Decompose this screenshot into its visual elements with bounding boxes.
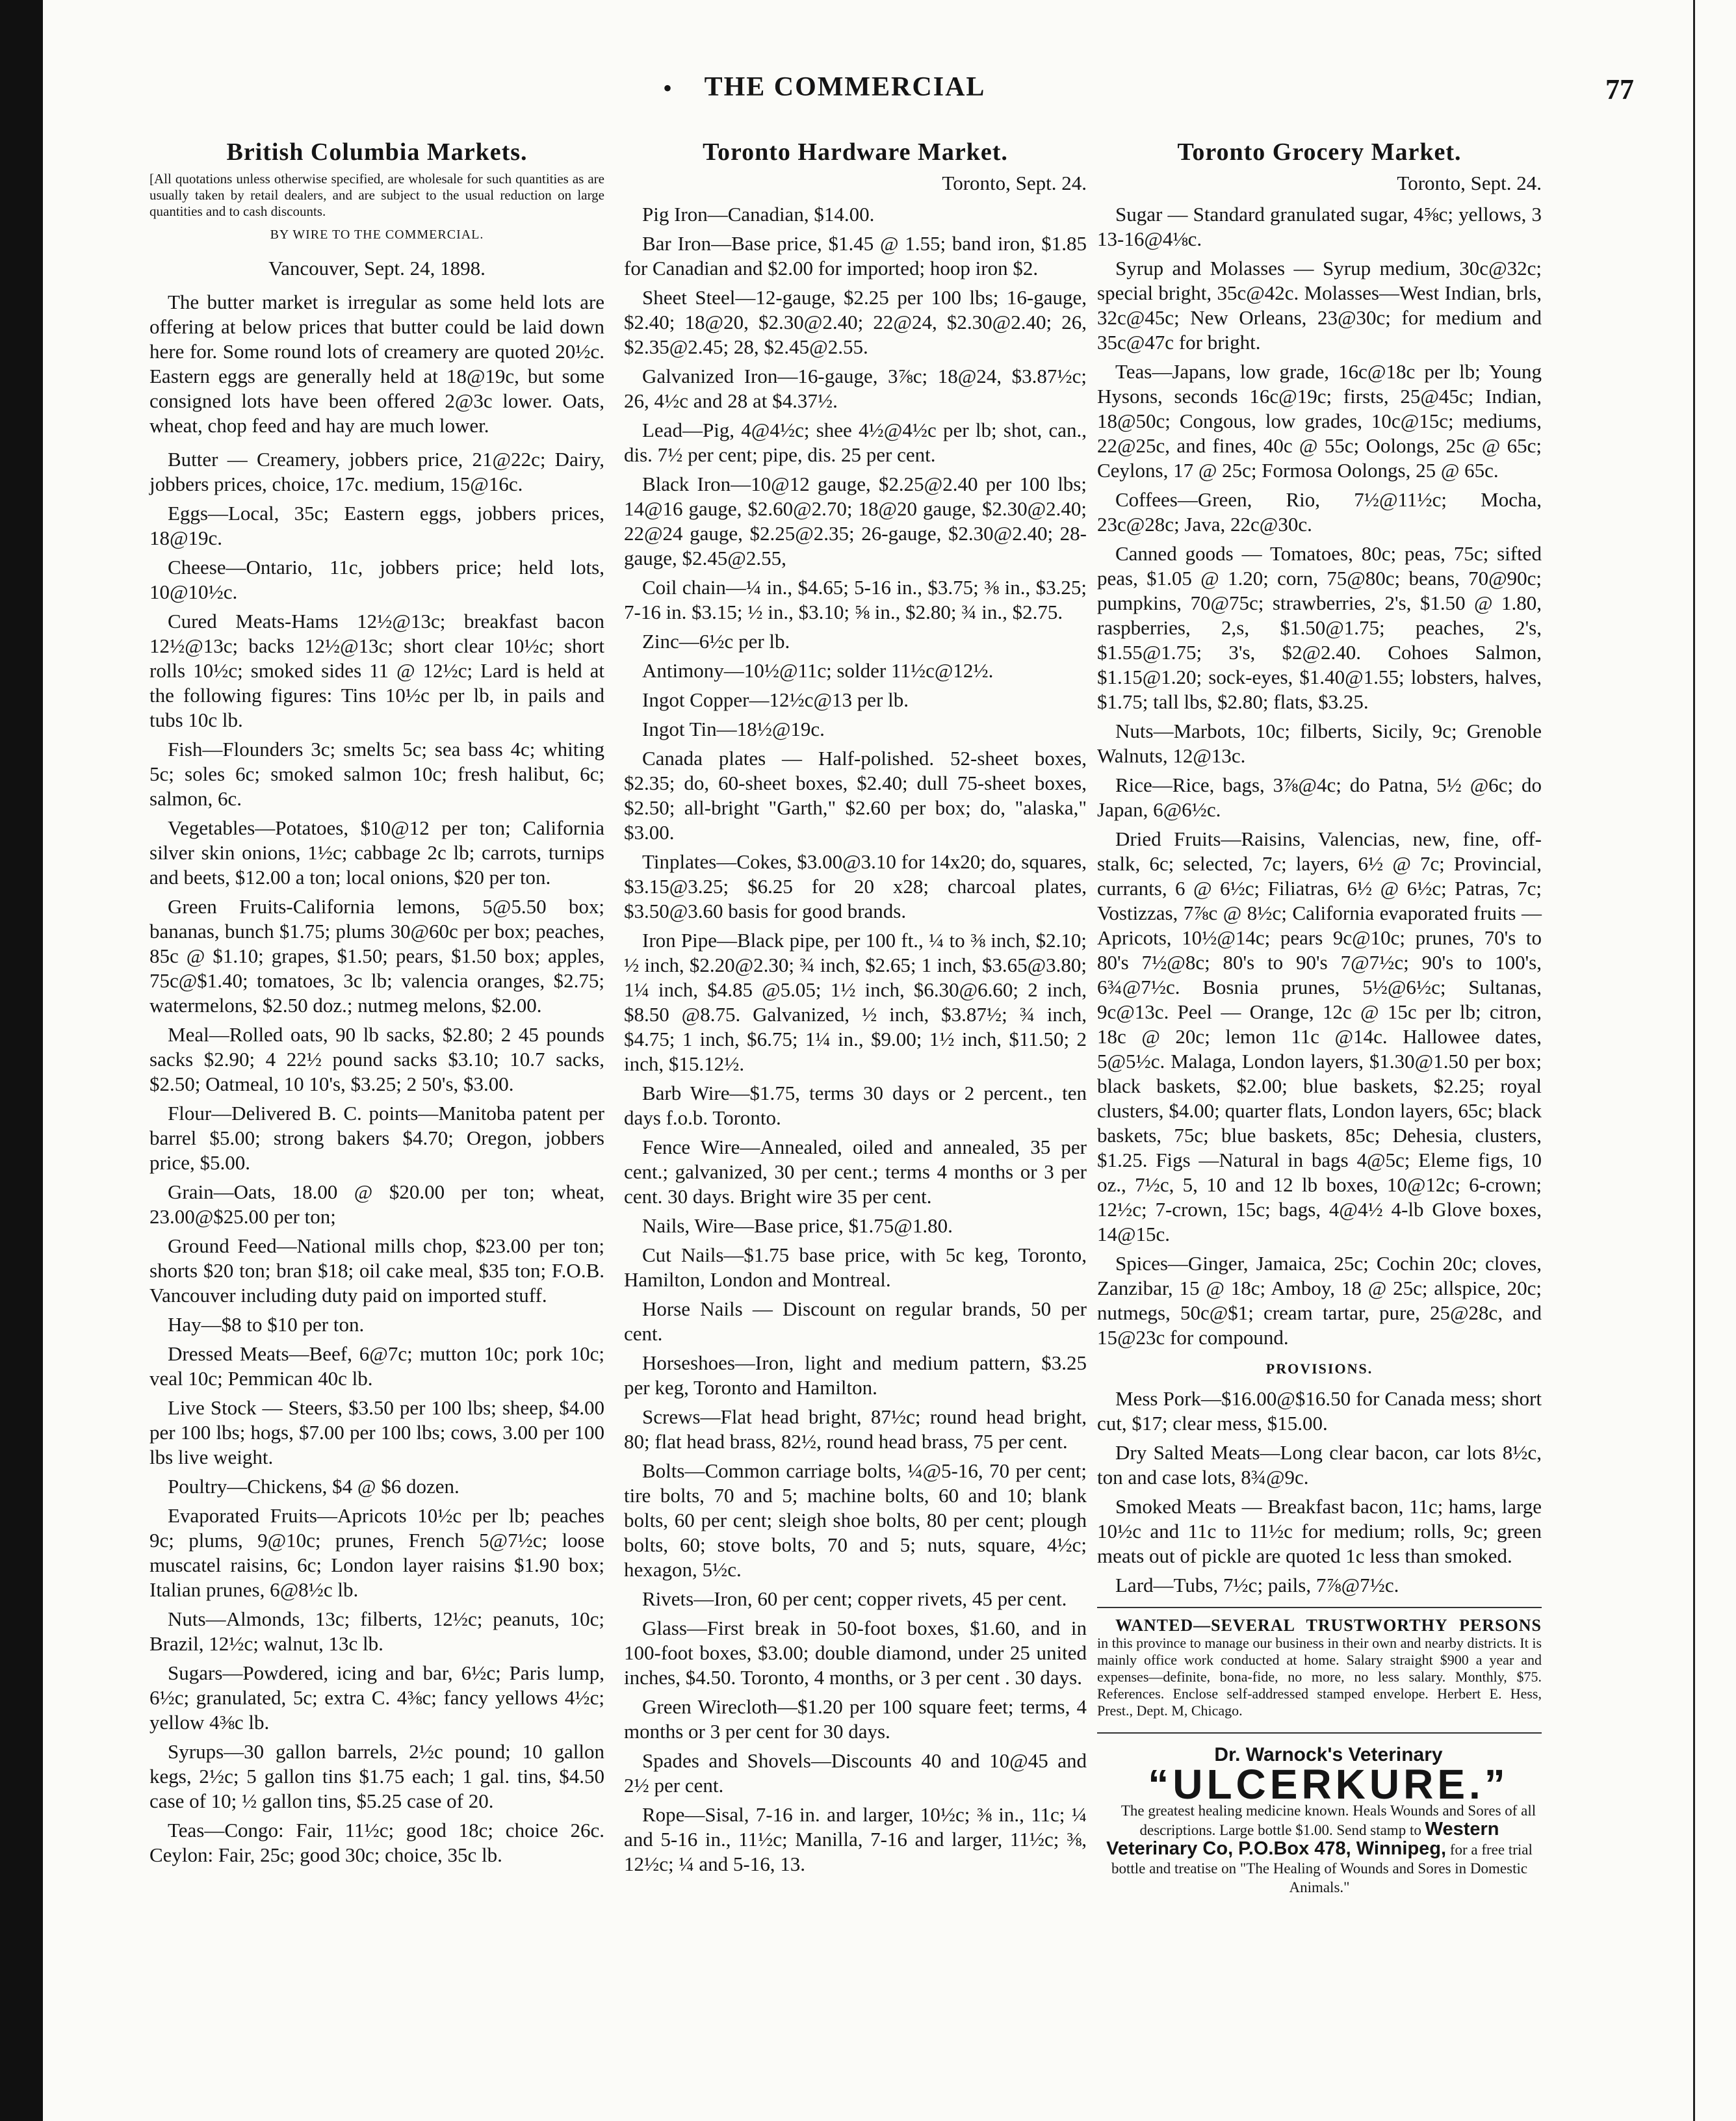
market-quotation-item: Nuts—Marbots, 10c; filberts, Sicily, 9c; Grenoble Walnuts, 12@13c. <box>1097 720 1542 767</box>
grocery-market-column <box>1097 140 1542 1901</box>
market-quotation-item: Butter — Creamery, jobbers price, 21@22c; Dairy, jobbers prices, choice, 17c. medium, 15@16c. <box>149 448 604 495</box>
wanted-advertisement <box>1097 1607 1542 1719</box>
provisions-item-list <box>1097 1386 1542 1598</box>
market-quotation-item: Ingot Tin—18½@19c. <box>642 718 825 740</box>
market-quotation-item: Fence Wire—Annealed, oiled and annealed, 35 per cent.; galvanized, 30 per cent.; terms 4 months or 3 per cent. 30 days. Bright wire 35 per cent. <box>624 1136 1087 1208</box>
wanted-ad-text <box>1097 1617 1542 1719</box>
market-quotation-item: Black Iron—10@12 gauge, $2.25@2.40 per 100 lbs; 14@16 gauge, $2.60@2.70; 18@20 gauge, $2.30@2.40; 22@24 gauge, $2.25@2.35; 26-gauge, $2.30@2.40; 28-gauge, $2.45@2.55, <box>624 473 1087 569</box>
market-quotation-item: Ground Feed—National mills chop, $23.00 per ton; shorts $20 ton; bran $18; oil cake meal, $35 ton; F.O.B. Vancouver including duty paid on imported stuff. <box>149 1234 604 1307</box>
veterinary-advertisement <box>1097 1743 1542 1897</box>
bc-markets-title: British Columbia Markets. <box>226 138 528 166</box>
wanted-ad-body: in this province to manage our business in their own and nearby districts. It is mainly office work conducted at home. Salary straight $900 a year and expenses—definite, bona-fide, no more, no less salary. Monthly, $75. References. Enclose self-addressed stamped envelope. Herbert E. Hess, Prest., Dept. M, Chicago. <box>1097 1635 1542 1719</box>
market-quotation-item: Lard—Tubs, 7½c; pails, 7⅞@7½c. <box>1115 1574 1399 1596</box>
market-quotation-item: Sugar — Standard granulated sugar, 4⅝c; yellows, 3 13-16@4⅛c. <box>1097 203 1542 250</box>
market-quotation-item: Pig Iron—Canadian, $14.00. <box>642 203 875 226</box>
masthead-title: THE COMMERCIAL <box>704 72 986 102</box>
vet-ad-text: The greatest healing medicine known. Heals Wounds and Sores of all descriptions. Large bottle $1.00. Send stamp to <box>1121 1802 1536 1838</box>
market-quotation-item: Glass—First break in 50-foot boxes, $1.60, and in 100-foot boxes, $3.00; double diamond, under 25 united inches, $4.50. Toronto, 4 months, or 3 per cent . 30 days. <box>624 1617 1087 1689</box>
market-quotation-item: Antimony—10½@11c; solder 11½c@12½. <box>642 659 994 682</box>
market-quotation-item: Bolts—Common carriage bolts, ¼@5-16, 70 per cent; tire bolts, 70 and 5; machine bolts, 60 and 10; blank bolts, 60 per cent; sleigh shoe bolts, 80 per cent; plough bolts, 60; stove bolts, 70 and 5; nuts, square, 4½c; hexagon, 5½c. <box>624 1459 1087 1581</box>
market-quotation-item: Screws—Flat head bright, 87½c; round head bright, 80; flat head brass, 82½, round head brass, 75 per cent. <box>624 1405 1087 1453</box>
hardware-item-list <box>624 202 1087 1877</box>
market-quotation-item: Iron Pipe—Black pipe, per 100 ft., ¼ to ⅜ inch, $2.10; ½ inch, $2.20@2.30; ¾ inch, $2.65; 1 inch, $3.65@3.80; 1¼ inch, $4.85 @5.05; 1½ inch, $6.30@6.60; 2 inch, $8.50 @8.75. Galvanized, ½ inch, $3.87½; ¾ inch, $4.75; 1 inch, $6.75; 1¼ in., $9.00; 1½ inch, $11.50; 2 inch, $15.12½. <box>624 929 1087 1075</box>
market-quotation-item: Tinplates—Cokes, $3.00@3.10 for 14x20; do, squares, $3.15@3.25; $6.25 for 20 x28; charcoal plates, $3.50@3.60 basis for good brands. <box>624 850 1087 922</box>
market-quotation-item: Cut Nails—$1.75 base price, with 5c keg, Toronto, Hamilton, London and Montreal. <box>624 1243 1087 1291</box>
bc-markets-column <box>149 140 604 1872</box>
vet-ad-title: Dr. Warnock's Veterinary <box>1214 1744 1443 1765</box>
wanted-ad-heading: WANTED—SEVERAL TRUSTWORTHY PERSONS <box>1115 1616 1542 1635</box>
vet-ad-tail: for a free trial bottle and treatise on "The Healing of Wounds and Sores in Domestic Animals." <box>1111 1841 1533 1895</box>
market-quotation-item: Dry Salted Meats—Long clear bacon, car lots 8½c, ton and case lots, 8¾@9c. <box>1097 1441 1542 1489</box>
hardware-dateline: Toronto, Sept. 24. <box>942 172 1087 194</box>
market-quotation-item: Horse Nails — Discount on regular brands, 50 per cent. <box>624 1297 1087 1345</box>
vet-ad-brand: “ULCERKURE.” <box>1148 1761 1509 1808</box>
market-quotation-item: Dried Fruits—Raisins, Valencias, new, fine, off-stalk, 6c; selected, 7c; layers, 6½ @ 7c; Provincial, currants, 6 @ 6½c; Filiatras, 6½ @ 6½c; Patras, 7c; Vostizzas, 7⅞c @ 8½c; California evaporated fruits — Apricots, 10½@14c; pears 9c@10c; prunes, 70's to 80's 7½@8c; 80's to 90's 7@7½c; 90's to 100's, 6¾@7½c. Bosnia prunes, 5½@6½c; Sultanas, 9c@13c. Peel — Orange, 12c @ 15c per lb; citron, 18c @ 20c; lemon 11c @14c. Hallowee dates, 5@5½c. Malaga, London layers, $1.30@1.50 per box; black baskets, $2.00; blue baskets, $2.25; royal clusters, $4.00; quarter flats, London layers, 65c; black baskets, 75c; blue baskets, 85c; Dehesia, clusters, $1.25. Figs —Natural in bags 4@5c; Eleme figs, 10 oz., 7½c, 5, 10 and 12 lb boxes, 10@12c; 6-crown; 12½c; 7-crown, 15c; bags, 4@4½ 4-lb Glove boxes, 14@15c. <box>1097 827 1542 1245</box>
market-quotation-item: Green Wirecloth—$1.20 per 100 square feet; terms, 4 months or 3 per cent for 30 days. <box>624 1695 1087 1743</box>
market-quotation-item: Green Fruits-California lemons, 5@5.50 box; bananas, bunch $1.75; plums 30@60c per box; peaches, 85c @ $1.10; grapes, $1.50; pears, $1.50 box; apples, 75c@$1.40; tomatoes, 3c lb; valencia oranges, $2.75; watermelons, $2.50 doz.; nutmeg melons, $2.00. <box>149 895 604 1017</box>
market-quotation-item: Galvanized Iron—16-gauge, 3⅞c; 18@24, $3.87½c; 26, 4½c and 28 at $4.37½. <box>624 365 1087 412</box>
bc-item-list <box>149 447 604 1867</box>
market-quotation-item: Sugars—Powdered, icing and bar, 6½c; Paris lump, 6½c; granulated, 5c; extra C. 4⅜c; fancy yellows 4½c; yellow 4⅜c lb. <box>149 1661 604 1734</box>
market-quotation-item: Ingot Copper—12½c@13 per lb. <box>642 688 909 711</box>
market-quotation-item: Live Stock — Steers, $3.50 per 100 lbs; sheep, $4.00 per 100 lbs; hogs, $7.00 per 100 lbs; cows, 3.00 per 100 lbs live weight. <box>149 1396 604 1468</box>
market-quotation-item: Fish—Flounders 3c; smelts 5c; sea bass 4c; whiting 5c; soles 6c; smoked salmon 10c; fresh halibut, 6c; salmon, 6c. <box>149 738 604 810</box>
market-quotation-item: Syrups—30 gallon barrels, 2½c pound; 10 gallon kegs, 2½c; 5 gallon tins $1.75 each; 1 gal. tins, $4.50 case of 10; ½ gallon tins, $5.25 case of 20. <box>149 1740 604 1812</box>
market-quotation-item: Coffees—Green, Rio, 7½@11½c; Mocha, 23c@28c; Java, 22c@30c. <box>1097 488 1542 536</box>
market-quotation-item: Spices—Ginger, Jamaica, 25c; Cochin 20c; cloves, Zanzibar, 15 @ 18c; Amboy, 18 @ 25c; allspice, 20c; nutmegs, 50c@$1; cream tartar, pure, 25@28c, and 15@23c for compound. <box>1097 1252 1542 1349</box>
market-quotation-item: Poultry—Chickens, $4 @ $6 dozen. <box>168 1475 460 1498</box>
page-number: 77 <box>1605 73 1634 105</box>
vet-ad-body <box>1097 1801 1542 1897</box>
bc-lead-paragraph: The butter market is irregular as some held lots are offering at below prices that butter could be laid down here for. Some round lots of creamery are quoted 20½c. Eastern eggs are generally held at 18@19c, but some consigned lots have been offered 2@3c lower. Oats, wheat, chop feed and hay are much lower. <box>149 291 604 437</box>
market-quotation-item: Teas—Congo: Fair, 11½c; good 18c; choice 26c. Ceylon: Fair, 25c; good 30c; choice, 35c lb. <box>149 1819 604 1866</box>
market-quotation-item: Horseshoes—Iron, light and medium pattern, $3.25 per keg, Toronto and Hamilton. <box>624 1351 1087 1399</box>
vet-ad-company: Western Veterinary Co, P.O.Box 478, Winnipeg, <box>1106 1819 1499 1859</box>
bc-quotation-note: [All quotations unless otherwise specified, are wholesale for such quantities as are usually taken by retail dealers, and are subject to the usual reduction on large quantities and to cash discounts. <box>149 171 604 219</box>
market-quotation-item: Eggs—Local, 35c; Eastern eggs, jobbers prices, 18@19c. <box>149 502 604 549</box>
bc-dateline: Vancouver, Sept. 24, 1898. <box>268 257 486 280</box>
market-quotation-item: Rivets—Iron, 60 per cent; copper rivets, 45 per cent. <box>642 1587 1067 1610</box>
right-margin-rule <box>1693 0 1695 2121</box>
market-quotation-item: Barb Wire—$1.75, terms 30 days or 2 percent., ten days f.o.b. Toronto. <box>624 1082 1087 1129</box>
market-quotation-item: Nails, Wire—Base price, $1.75@1.80. <box>642 1214 953 1237</box>
ad-divider <box>1097 1732 1542 1734</box>
market-quotation-item: Evaporated Fruits—Apricots 10½c per lb; peaches 9c; plums, 9@10c; prunes, French 5@7½c; loose muscatel raisins, 6c; London layer raisins $1.90 box; Italian prunes, 6@8½c lb. <box>149 1504 604 1601</box>
market-quotation-item: Flour—Delivered B. C. points—Manitoba patent per barrel $5.00; strong bakers $4.70; Oregon, jobbers price, $5.00. <box>149 1102 604 1174</box>
market-quotation-item: Vegetables—Potatoes, $10@12 per ton; California silver skin onions, 1½c; cabbage 2c lb; carrots, turnips and beets, $12.00 a ton; local onions, $20 per ton. <box>149 816 604 889</box>
provisions-heading: PROVISIONS. <box>1265 1360 1373 1377</box>
market-quotation-item: Smoked Meats — Breakfast bacon, 11c; hams, large 10½c and 11c to 11½c for medium; rolls, 9c; green meats out of pickle are quoted 1c less than smoked. <box>1097 1495 1542 1567</box>
hardware-market-title: Toronto Hardware Market. <box>703 138 1008 166</box>
grocery-market-title: Toronto Grocery Market. <box>1177 138 1462 166</box>
market-quotation-item: Dressed Meats—Beef, 6@7c; mutton 10c; pork 10c; veal 10c; Pemmican 40c lb. <box>149 1342 604 1390</box>
market-quotation-item: Coil chain—¼ in., $4.65; 5-16 in., $3.75; ⅜ in., $3.25; 7-16 in. $3.15; ½ in., $3.10; ⅝ in., $2.80; ¾ in., $2.75. <box>624 576 1087 623</box>
market-quotation-item: Canada plates — Half-polished. 52-sheet boxes, $2.35; do, 60-sheet boxes, $2.40; dull 75-sheet boxes, $2.50; all-bright "Garth," $2.60 per box; do, "alaska," $3.00. <box>624 747 1087 844</box>
bc-wire-line: BY WIRE TO THE COMMERCIAL. <box>270 228 484 242</box>
market-quotation-item: Rice—Rice, bags, 3⅞@4c; do Patna, 5½ @6c; do Japan, 6@6½c. <box>1097 774 1542 821</box>
market-quotation-item: Meal—Rolled oats, 90 lb sacks, $2.80; 2 45 pounds sacks $2.90; 4 22½ pound sacks $3.10; 10.7 sacks, $2.50; Oatmeal, 10 10's, $3.25; 2 50's, $3.00. <box>149 1023 604 1095</box>
hardware-market-column <box>624 140 1087 1881</box>
market-quotation-item: Sheet Steel—12-gauge, $2.25 per 100 lbs; 16-gauge, $2.40; 18@20, $2.30@2.40; 22@24, $2.30@2.40; 26, $2.35@2.45; 28, $2.45@2.55. <box>624 286 1087 358</box>
market-quotation-item: Canned goods — Tomatoes, 80c; peas, 75c; sifted peas, $1.05 @ 1.20; corn, 75@80c; beans, 70@90c; pumpkins, 70@75c; strawberries, 2's, $1.50 @ 1.80, raspberries, 2,s, $1.50@1.75; peaches, 2's, $1.55@1.75; 3's, $2@2.40. Cohoes Salmon, $1.15@1.20; sock-eyes, $1.40@1.55; lobsters, halves, $1.75; tall lbs, $2.80; flats, $3.25. <box>1097 542 1542 713</box>
market-quotation-item: Nuts—Almonds, 13c; filberts, 12½c; peanuts, 10c; Brazil, 12½c; walnut, 13c lb. <box>149 1607 604 1655</box>
market-quotation-item: Cured Meats-Hams 12½@13c; breakfast bacon 12½@13c; backs 12½@13c; short clear 10½c; short rolls 10½c; smoked sides 11 @ 12½c; Lard is held at the following figures: Tins 10½c per lb, in pails and tubs 10c lb. <box>149 610 604 731</box>
market-quotation-item: Lead—Pig, 4@4½c; shee 4½@4½c per lb; shot, can., dis. 7½ per cent; pipe, dis. 25 per cent. <box>624 419 1087 466</box>
market-quotation-item: Teas—Japans, low grade, 16c@18c per lb; Young Hysons, seconds 16c@19c; firsts, 25@45c; Indian, 18@50c; Congous, low grades, 10c@15c; mediums, 22@25c, and fines, 40c @ 55c; Oolongs, 25c @ 65c; Ceylons, 17 @ 25c; Formosa Oolongs, 25 @ 65c. <box>1097 360 1542 482</box>
market-quotation-item: Syrup and Molasses — Syrup medium, 30c@32c; special bright, 35c@42c. Molasses—West Indian, brls, 32c@45c; New Orleans, 23@30c; for medium and 35c@47c for bright. <box>1097 257 1542 354</box>
grocery-item-list <box>1097 202 1542 1350</box>
market-quotation-item: Zinc—6½c per lb. <box>642 630 790 653</box>
market-quotation-item: Cheese—Ontario, 11c, jobbers price; held lots, 10@10½c. <box>149 556 604 603</box>
market-quotation-item: Spades and Shovels—Discounts 40 and 10@45 and 2½ per cent. <box>624 1749 1087 1797</box>
scan-edge-bar <box>0 0 43 2121</box>
market-quotation-item: Rope—Sisal, 7-16 in. and larger, 10½c; ⅜ in., 11c; ¼ and 5-16 in., 11½c; Manilla, 7-16 and larger, 11½c; ⅜, 12½c; ¼ and 5-16, 13. <box>624 1803 1087 1875</box>
market-quotation-item: Bar Iron—Base price, $1.45 @ 1.55; band iron, $1.85 for Canadian and $2.00 for imported; hoop iron $2. <box>624 232 1087 280</box>
market-quotation-item: Grain—Oats, 18.00 @ $20.00 per ton; wheat, 23.00@$25.00 per ton; <box>149 1180 604 1228</box>
market-quotation-item: Hay—$8 to $10 per ton. <box>168 1313 365 1336</box>
header-bullet: • <box>663 73 673 103</box>
market-quotation-item: Mess Pork—$16.00@$16.50 for Canada mess; short cut, $17; clear mess, $15.00. <box>1097 1387 1542 1435</box>
grocery-dateline: Toronto, Sept. 24. <box>1397 172 1542 194</box>
